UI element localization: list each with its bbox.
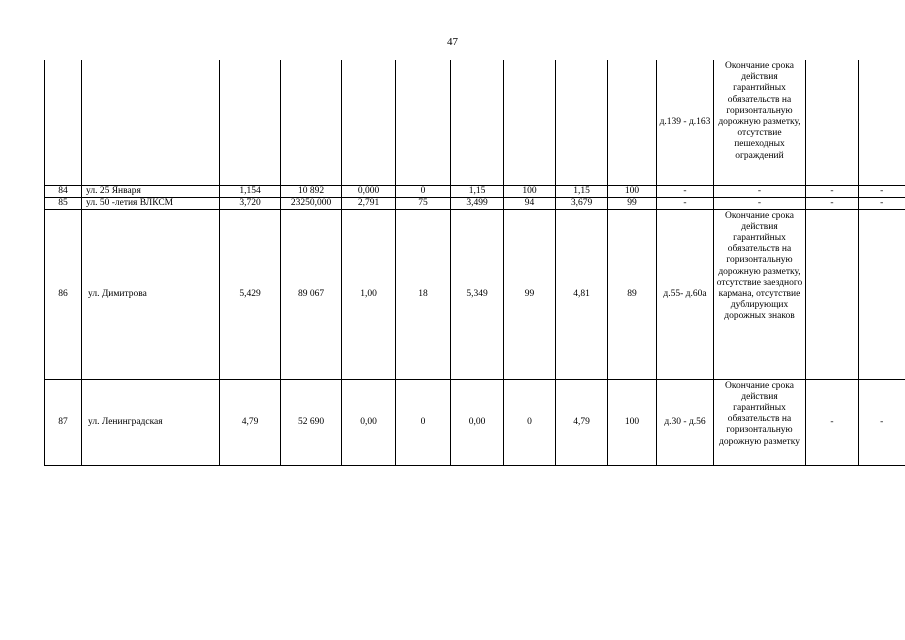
cell-value-4: 18: [396, 209, 451, 379]
cell-note: -: [714, 197, 806, 209]
cell-extra-1: [806, 60, 859, 185]
cell-houses: -: [657, 185, 714, 197]
cell-extra-2: [859, 209, 905, 379]
table-row: [45, 60, 905, 185]
cell-value-6: 0: [504, 379, 556, 465]
table-row: [45, 185, 905, 197]
cell-value-3: 2,791: [342, 197, 396, 209]
cell-length: 1,154: [220, 185, 281, 197]
street-name: ул. Димитрова: [82, 209, 220, 379]
street-name: ул. 50 -летия ВЛКСМ: [82, 197, 220, 209]
cell-length: 3,720: [220, 197, 281, 209]
row-number: 85: [45, 197, 82, 209]
cell-value-6: 100: [504, 185, 556, 197]
cell-value-7: 3,679: [556, 197, 608, 209]
cell-extra-2: -: [859, 197, 905, 209]
cell-value-7: 4,81: [556, 209, 608, 379]
cell-value-4: 0: [396, 185, 451, 197]
table-row: [45, 379, 905, 465]
cell-length: [220, 60, 281, 185]
cell-value-7: 4,79: [556, 379, 608, 465]
row-number: [45, 60, 82, 185]
cell-value-7: 1,15: [556, 185, 608, 197]
cell-value-6: [504, 60, 556, 185]
cell-value-5: 0,00: [451, 379, 504, 465]
cell-value-7: [556, 60, 608, 185]
cell-length: 5,429: [220, 209, 281, 379]
page-number: 47: [447, 36, 458, 48]
cell-value-5: 3,499: [451, 197, 504, 209]
cell-houses: д.30 - д.56: [657, 379, 714, 465]
cell-houses: -: [657, 197, 714, 209]
street-name: ул. 25 Января: [82, 185, 220, 197]
cell-area: 52 690: [281, 379, 342, 465]
cell-extra-1: -: [806, 185, 859, 197]
cell-extra-1: -: [806, 379, 859, 465]
cell-area: 23250,000: [281, 197, 342, 209]
cell-note: -: [714, 185, 806, 197]
cell-value-4: 75: [396, 197, 451, 209]
cell-extra-2: -: [859, 379, 905, 465]
cell-value-8: 100: [608, 379, 657, 465]
cell-value-4: 0: [396, 379, 451, 465]
cell-houses: д.55- д.60а: [657, 209, 714, 379]
cell-note: Окончание срока действия гарантийных обязательств на горизонтальную дорожную разметку, отсутствие пешеходных ограждений: [714, 60, 806, 185]
cell-value-6: 94: [504, 197, 556, 209]
cell-extra-2: -: [859, 185, 905, 197]
cell-area: 89 067: [281, 209, 342, 379]
table-row: [45, 209, 905, 379]
cell-value-3: 1,00: [342, 209, 396, 379]
cell-area: 10 892: [281, 185, 342, 197]
cell-extra-2: [859, 60, 905, 185]
cell-value-5: 1,15: [451, 185, 504, 197]
cell-value-8: 99: [608, 197, 657, 209]
table-row: [45, 197, 905, 209]
cell-note: Окончание срока действия гарантийных обязательств на горизонтальную дорожную разметку: [714, 379, 806, 465]
cell-value-3: 0,000: [342, 185, 396, 197]
cell-value-8: 100: [608, 185, 657, 197]
cell-area: [281, 60, 342, 185]
cell-houses: д.139 - д.163: [657, 60, 714, 185]
cell-value-3: 0,00: [342, 379, 396, 465]
street-name: ул. Ленинградская: [82, 379, 220, 465]
roads-table: [44, 60, 905, 466]
cell-value-5: [451, 60, 504, 185]
cell-extra-1: -: [806, 197, 859, 209]
cell-length: 4,79: [220, 379, 281, 465]
street-name: [82, 60, 220, 185]
cell-value-3: [342, 60, 396, 185]
cell-value-8: 89: [608, 209, 657, 379]
cell-note: Окончание срока действия гарантийных обязательств на горизонтальную дорожную разметку, отсутствие заездного кармана, отсутствие дублирующих дорожных знаков: [714, 209, 806, 379]
cell-extra-1: [806, 209, 859, 379]
cell-value-8: [608, 60, 657, 185]
row-number: 86: [45, 209, 82, 379]
row-number: 87: [45, 379, 82, 465]
cell-value-4: [396, 60, 451, 185]
cell-value-5: 5,349: [451, 209, 504, 379]
row-number: 84: [45, 185, 82, 197]
cell-value-6: 99: [504, 209, 556, 379]
